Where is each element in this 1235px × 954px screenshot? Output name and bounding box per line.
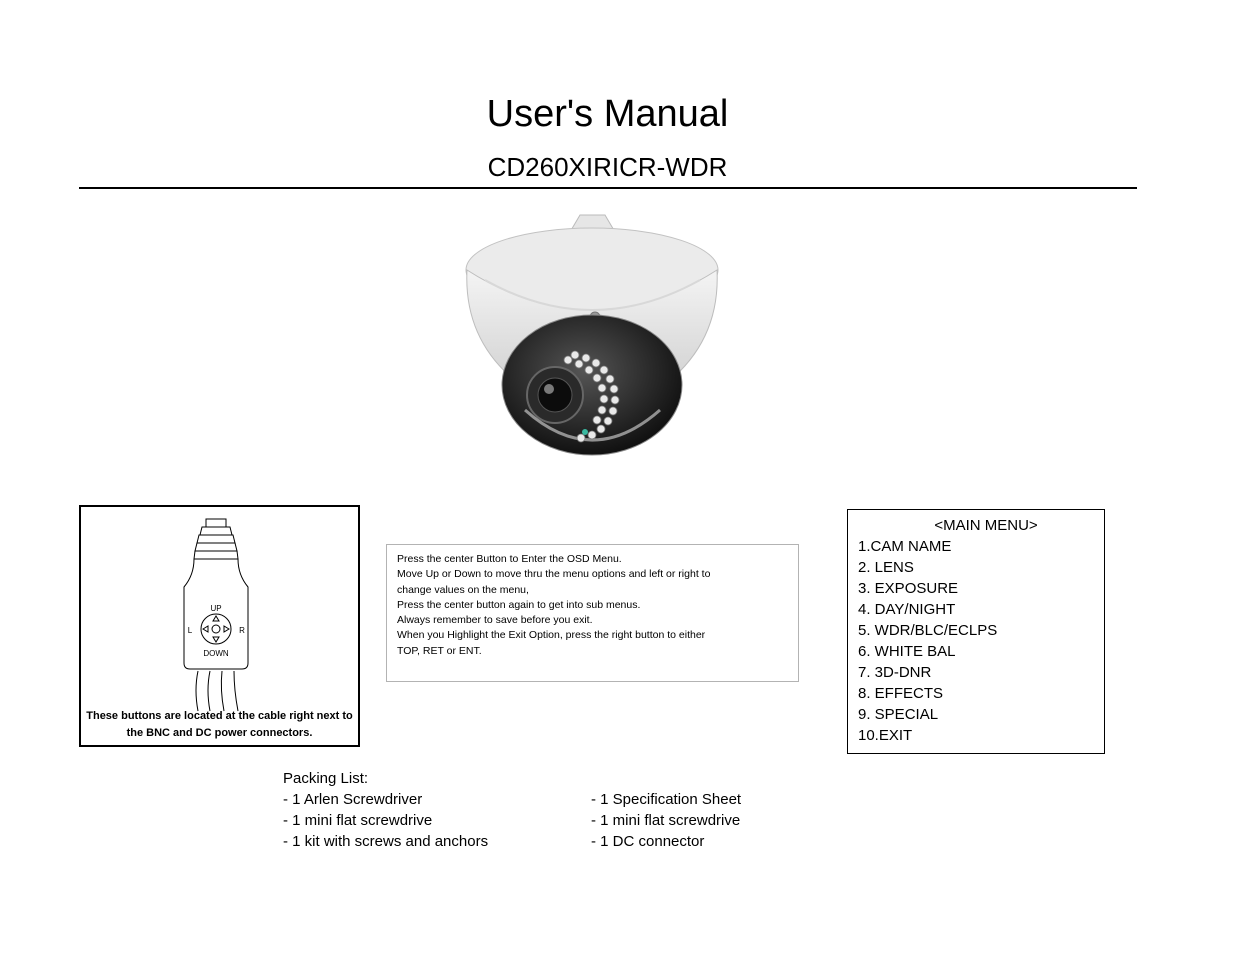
cable-buttons-panel <box>79 505 360 747</box>
list-item: - 1 mini flat screwdrive <box>591 812 741 829</box>
osd-instructions-box <box>386 544 799 682</box>
osd-instruction-line: Move Up or Down to move thru the menu options and left or right to <box>397 568 711 581</box>
model-number: CD260XIRICR-WDR <box>487 152 728 182</box>
list-item: - 1 Specification Sheet <box>591 791 742 808</box>
menu-item: 5. WDR/BLC/ECLPS <box>858 622 998 639</box>
menu-item: 1.CAM NAME <box>858 538 952 555</box>
list-item: - 1 mini flat screwdrive <box>283 812 433 829</box>
cable-diagram-image <box>176 515 266 715</box>
menu-item: 2. LENS <box>858 559 914 576</box>
menu-item: 8. EFFECTS <box>858 685 944 702</box>
page-title: User's Manual <box>486 93 729 135</box>
osd-instruction-line: When you Highlight the Exit Option, press the right button to either <box>397 629 706 642</box>
cable-label-left: L <box>187 626 193 635</box>
osd-instruction-line: Always remember to save before you exit. <box>397 614 593 627</box>
menu-item: 6. WHITE BAL <box>858 643 956 660</box>
packing-list-title: Packing List: <box>283 770 369 787</box>
cable-label-down: DOWN <box>203 649 229 658</box>
osd-instruction-line: Press the center button again to get into sub menus. <box>397 598 641 611</box>
main-menu-box <box>847 509 1105 754</box>
list-item: - 1 Arlen Screwdriver <box>283 791 423 808</box>
packing-list-column-2 <box>591 789 741 852</box>
menu-item: 4. DAY/NIGHT <box>858 601 956 618</box>
packing-list <box>283 768 742 850</box>
list-item: - 1 DC connector <box>591 833 705 850</box>
header-divider <box>79 187 1137 189</box>
menu-item: 7. 3D-DNR <box>858 664 932 681</box>
list-item: - 1 kit with screws and anchors <box>283 833 489 850</box>
cable-label-up: UP <box>210 604 222 613</box>
menu-item: 9. SPECIAL <box>858 706 939 723</box>
main-menu-title: <MAIN MENU> <box>934 517 1038 534</box>
menu-item: 3. EXPOSURE <box>858 580 959 597</box>
cable-caption: These buttons are located at the cable right next to the BNC and DC power connectors. <box>86 710 353 739</box>
osd-instruction-line: Press the center Button to Enter the OSD Menu. <box>397 553 622 565</box>
packing-list-column-1 <box>283 789 488 852</box>
cable-label-right: R <box>239 626 245 635</box>
osd-instruction-line: TOP, RET or ENT. <box>397 644 482 657</box>
menu-item: 10.EXIT <box>858 727 913 744</box>
osd-instruction-line: change values on the menu, <box>397 583 529 596</box>
dome-camera-image <box>455 210 730 460</box>
